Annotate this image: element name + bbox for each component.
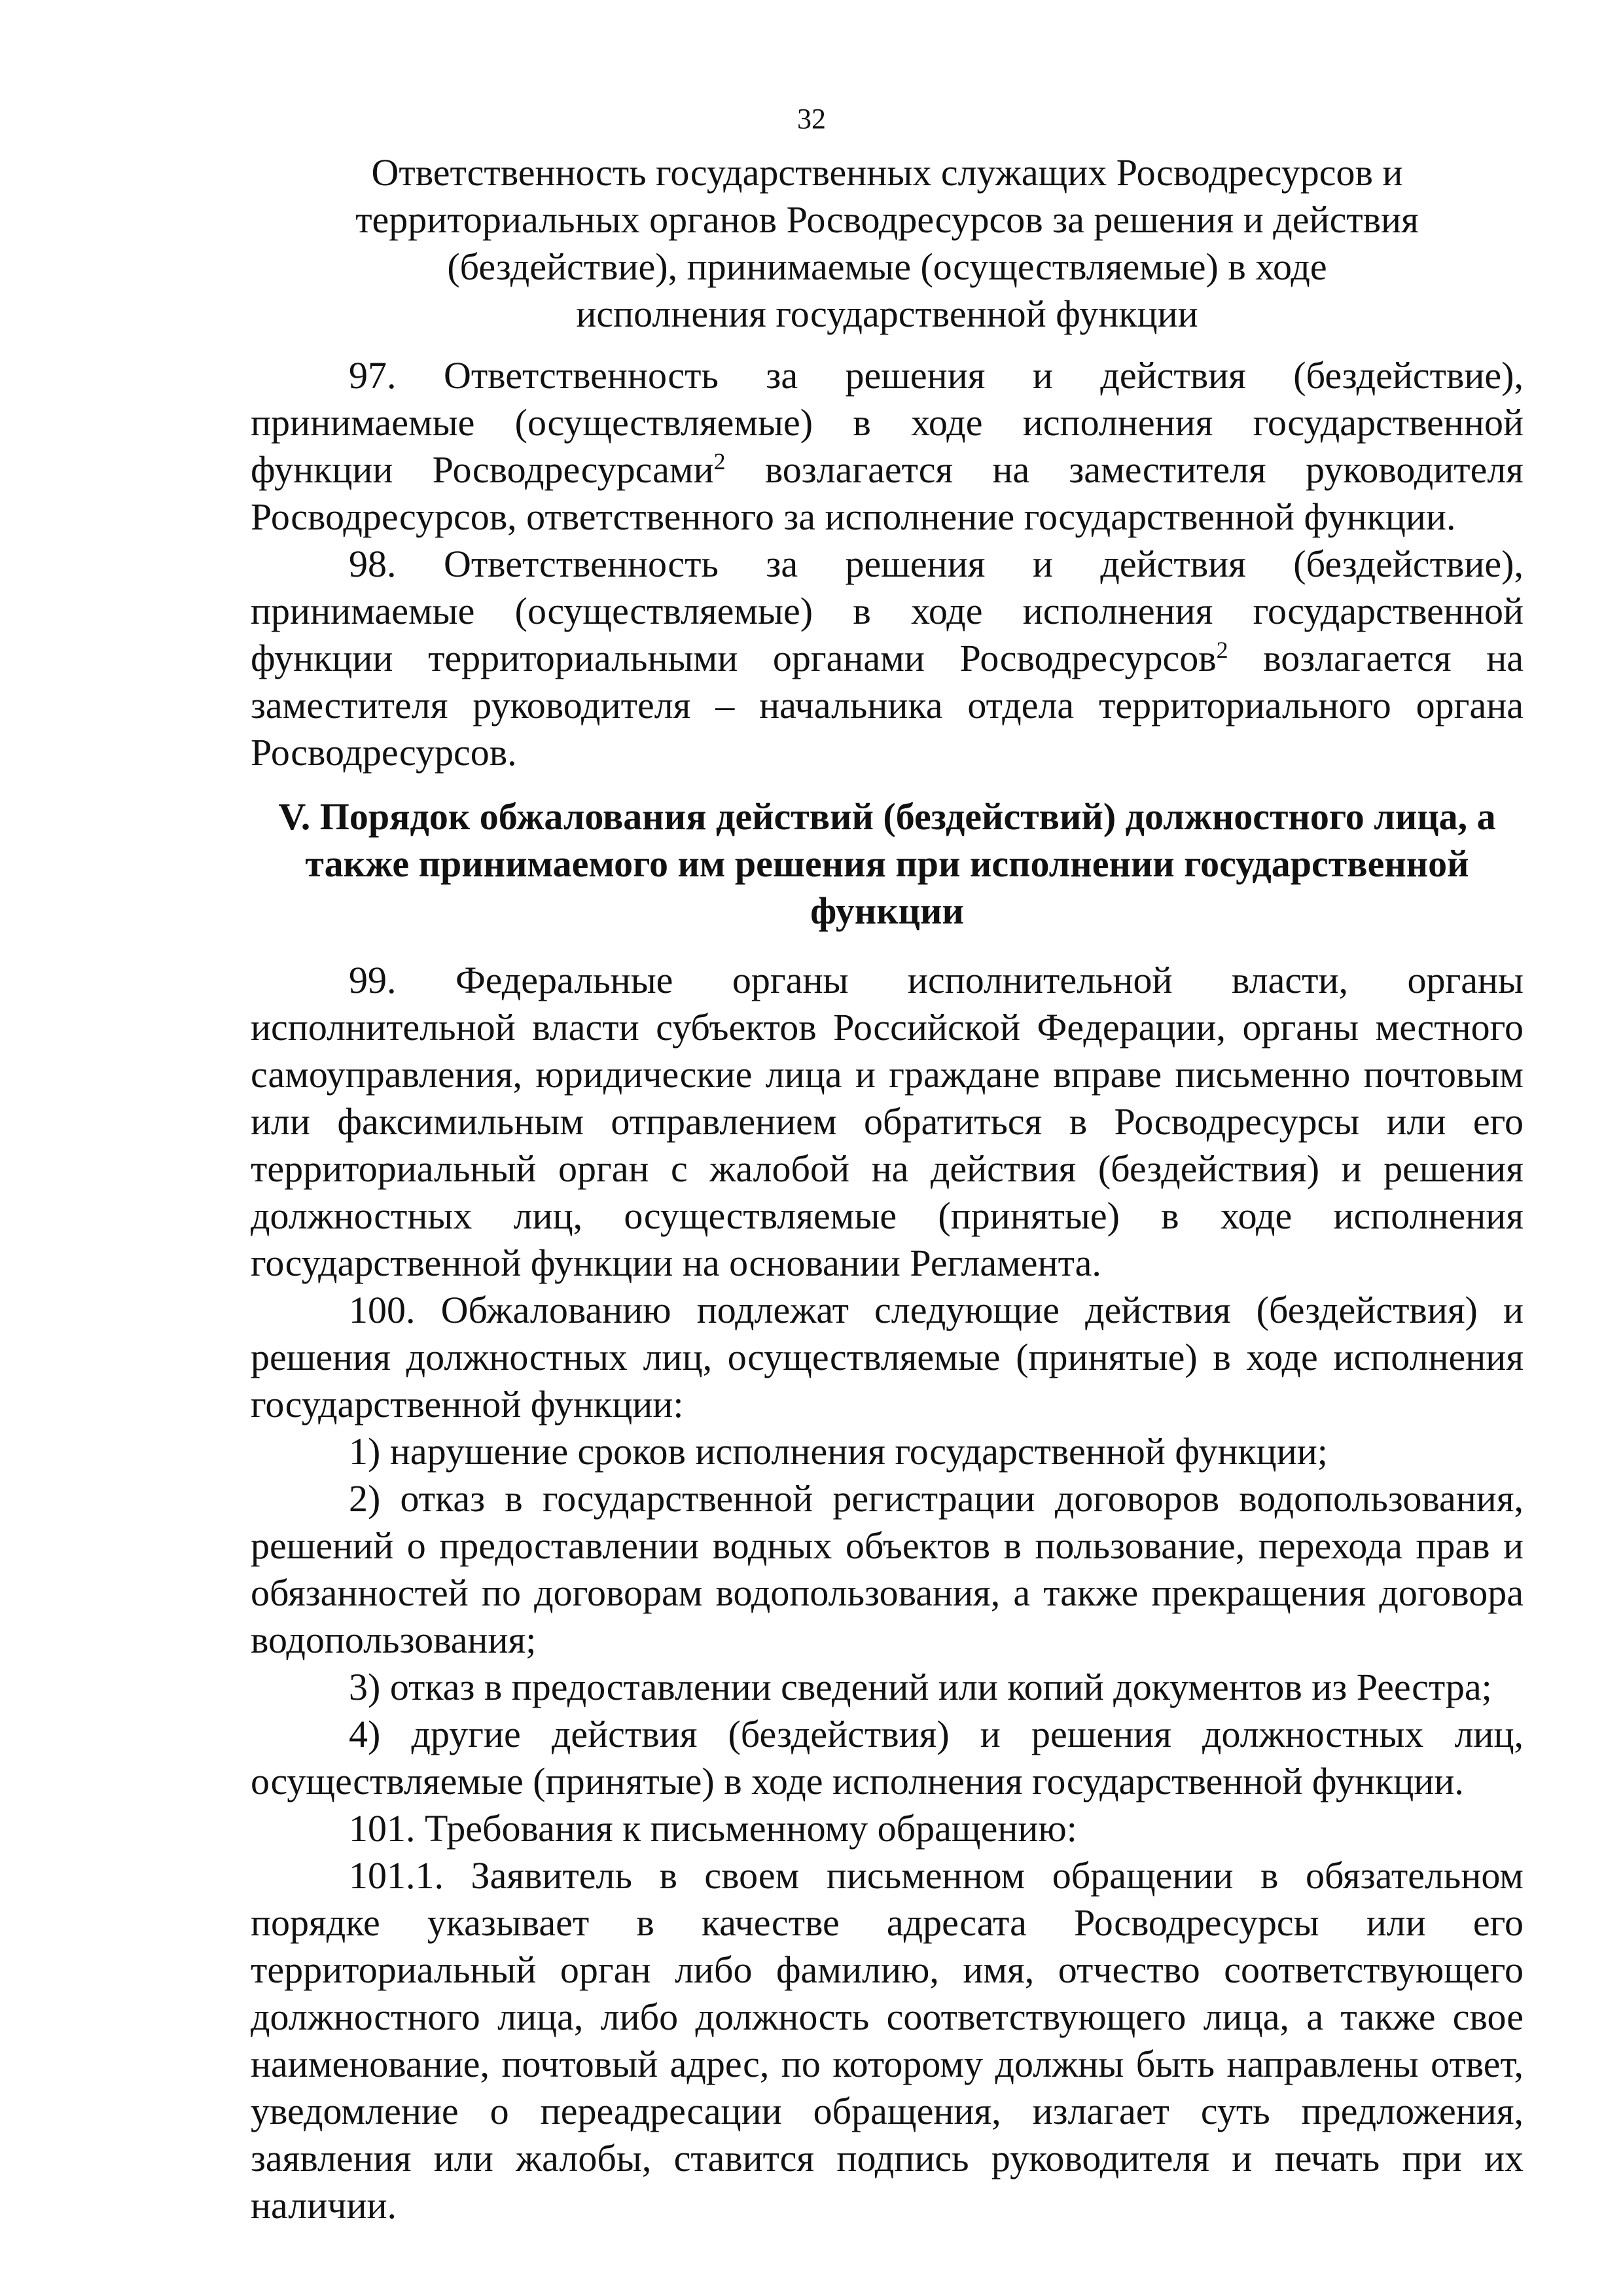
footnote-marker: 2 xyxy=(713,448,726,475)
page-content xyxy=(251,149,1524,2229)
paragraph-line: должностного лица, либо должность соответствующего лица, а также свое xyxy=(251,1996,1524,2038)
section-heading-line: также принимаемого им решения при исполнении государственной xyxy=(305,842,1469,885)
paragraph-97 xyxy=(251,352,1524,541)
paragraph-line: 99. Федеральные органы исполнительной власти, органы xyxy=(349,959,1524,1001)
heading-line: (бездействие), принимаемые (осуществляемые) в ходе xyxy=(447,245,1327,288)
paragraph-line xyxy=(251,446,1524,493)
paragraph-line: территориальный орган либо фамилию, имя, отчество соответствующего xyxy=(251,1948,1524,1991)
paragraph-line: 4) другие действия (бездействия) и решения должностных лиц, xyxy=(349,1713,1524,1755)
paragraph-line: Росводресурсов, ответственного за исполнение государственной функции. xyxy=(251,495,1456,538)
heading-line: исполнения государственной функции xyxy=(576,293,1198,335)
paragraph-line: водопользования; xyxy=(251,1619,537,1661)
section-heading-line: функции xyxy=(810,889,964,932)
paragraph-line: 101. Требования к письменному обращению: xyxy=(349,1807,1077,1850)
list-item-3 xyxy=(251,1664,1524,1711)
paragraph-line: решения должностных лиц, осуществляемые (принятые) в ходе исполнения xyxy=(251,1336,1524,1378)
paragraph-line: обязанностей по договорам водопользования, а также прекращения договора xyxy=(251,1571,1524,1614)
section-v-heading xyxy=(251,793,1524,935)
paragraph-98 xyxy=(251,541,1524,776)
responsibility-heading xyxy=(251,149,1524,338)
paragraph-line: наличии. xyxy=(251,2184,397,2227)
footnote-marker: 2 xyxy=(1216,637,1228,663)
text-fragment: функции Росводресурсами xyxy=(251,448,714,491)
text-fragment: функции территориальными органами Росводресурсов xyxy=(251,637,1217,679)
paragraph-line: государственной функции: xyxy=(251,1383,684,1426)
list-item-1 xyxy=(251,1428,1524,1475)
section-heading-line: V. Порядок обжалования действий (бездействий) должностного лица, а xyxy=(278,795,1496,838)
paragraph-line: 98. Ответственность за решения и действия (бездействие), xyxy=(349,543,1524,585)
paragraph-101 xyxy=(251,1805,1524,1852)
paragraph-line: 2) отказ в государственной регистрации договоров водопользования, xyxy=(349,1477,1524,1520)
paragraph-line: Росводресурсов. xyxy=(251,731,517,774)
paragraph-line: должностных лиц, осуществляемые (принятые) в ходе исполнения xyxy=(251,1194,1524,1237)
paragraph-101-1 xyxy=(251,1852,1524,2229)
paragraph-line: государственной функции на основании Регламента. xyxy=(251,1242,1101,1284)
paragraph-line: 101.1. Заявитель в своем письменном обращении в обязательном xyxy=(349,1854,1524,1897)
paragraph-line: заявления или жалобы, ставится подпись руководителя и печать при их xyxy=(251,2137,1524,2179)
paragraph-line: или факсимильным отправлением обратиться в Росводресурсы или его xyxy=(251,1100,1524,1143)
heading-line: Ответственность государственных служащих Росводресурсов и xyxy=(371,151,1403,194)
paragraph-line: территориальный орган с жалобой на действия (бездействия) и решения xyxy=(251,1147,1524,1190)
paragraph-line: наименование, почтовый адрес, по которому должны быть направлены ответ, xyxy=(251,2043,1524,2085)
text-fragment: возлагается на xyxy=(1228,637,1524,679)
paragraph-line: решений о предоставлении водных объектов в пользование, перехода прав и xyxy=(251,1524,1524,1567)
list-item-4 xyxy=(251,1711,1524,1805)
paragraph-line: заместителя руководителя – начальника отдела территориального органа xyxy=(251,684,1524,726)
paragraph-line: исполнительной власти субъектов Российской Федерации, органы местного xyxy=(251,1006,1524,1049)
paragraph-line: осуществляемые (принятые) в ходе исполнения государственной функции. xyxy=(251,1760,1464,1803)
paragraph-line: 1) нарушение сроков исполнения государственной функции; xyxy=(349,1430,1328,1473)
paragraph-line: порядке указывает в качестве адресата Росводресурсы или его xyxy=(251,1901,1524,1944)
paragraph-line: 97. Ответственность за решения и действия (бездействие), xyxy=(349,354,1524,397)
paragraph-line: уведомление о переадресации обращения, излагает суть предложения, xyxy=(251,2090,1524,2132)
paragraph-100 xyxy=(251,1287,1524,1428)
paragraph-line: 100. Обжалованию подлежат следующие действия (бездействия) и xyxy=(349,1289,1524,1331)
text-fragment: возлагается на заместителя руководителя xyxy=(725,448,1524,491)
paragraph-line: принимаемые (осуществляемые) в ходе исполнения государственной xyxy=(251,590,1524,632)
paragraph-99 xyxy=(251,957,1524,1287)
paragraph-line: принимаемые (осуществляемые) в ходе исполнения государственной xyxy=(251,401,1524,444)
list-item-2 xyxy=(251,1475,1524,1664)
paragraph-line: самоуправления, юридические лица и граждане вправе письменно почтовым xyxy=(251,1053,1524,1096)
paragraph-line xyxy=(251,635,1524,682)
heading-line: территориальных органов Росводресурсов за решения и действия xyxy=(355,198,1419,241)
page-number: 32 xyxy=(797,103,826,135)
paragraph-line: 3) отказ в предоставлении сведений или копий документов из Реестра; xyxy=(349,1666,1492,1708)
